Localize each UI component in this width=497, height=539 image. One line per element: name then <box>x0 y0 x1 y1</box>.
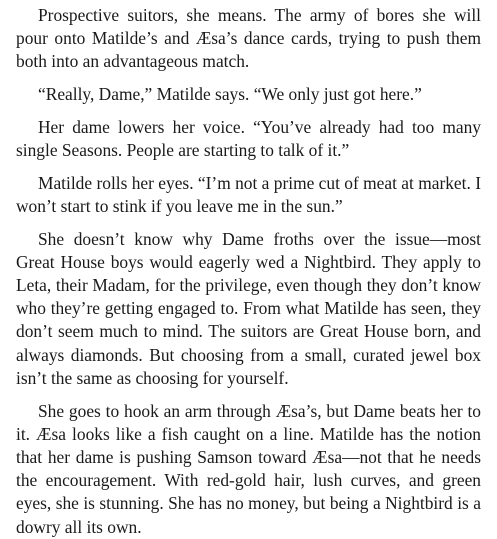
paragraph-2: “Really, Dame,” Matilde says. “We only just got here.” <box>38 84 422 105</box>
paragraph-6: She goes to hook an arm through Æsa’s, but Dame beats her to it. Æsa looks like a fish caught on a line. Matilde has the notion that her dame is pushing Samson toward Æsa—not that he needs the encouragement. With red-gold hair, lush curves, and green eyes, she is stunning. She has no money, but being a Nightbird is a dowry all its own. <box>16 400 481 537</box>
book-page <box>16 4 481 539</box>
paragraph-4: Matilde rolls her eyes. “I’m not a prime cut of meat at market. I won’t start to stink if you leave me in the sun.” <box>16 172 481 216</box>
paragraph-3: Her dame lowers her voice. “You’ve already had too many single Seasons. People are starting to talk of it.” <box>16 116 481 161</box>
paragraph-5: She doesn’t know why Dame froths over the issue—most Great House boys would eagerly wed a Nightbird. They apply to Leta, their Madam, for the privilege, even though they don’t know who they’re getting engaged to. From what Matilde has seen, they don’t seem much to mind. The suitors are Great House born, and always diamonds. But choosing from a small, curated jewel box isn’t the same as choosing for yourself. <box>16 228 481 388</box>
paragraph-1: Prospective suitors, she means. The army of bores she will pour onto Matilde’s and Æsa’s dance cards, trying to push them both into an advantageous match. <box>16 5 481 72</box>
